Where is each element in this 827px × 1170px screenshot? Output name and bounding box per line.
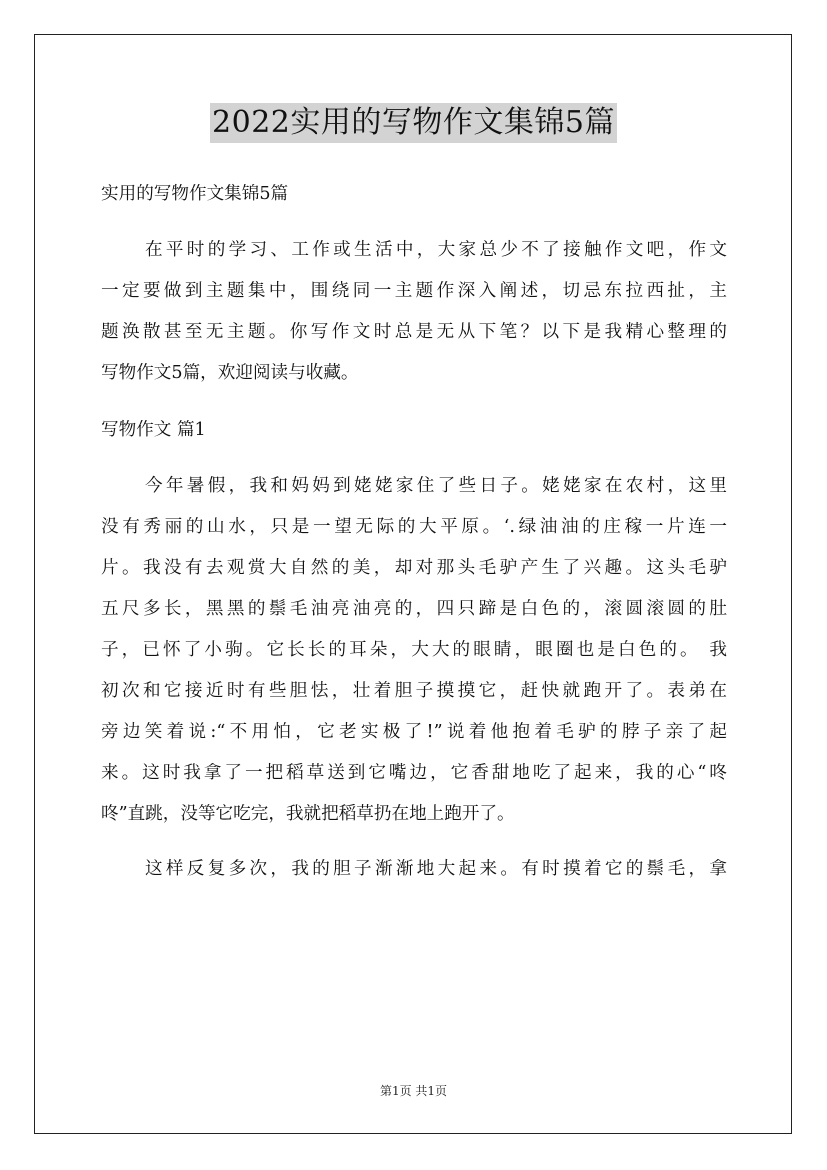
spacer — [101, 452, 727, 466]
paragraph-line: 这样反复多次，我的胆子渐渐地大起来。有时摸着它的鬃毛，拿 — [145, 859, 727, 879]
document-subtitle: 实用的写物作文集锦5篇 — [101, 184, 289, 204]
paragraph-line: 旁边笑着说:“不用怕，它老实极了!”说着他抱着毛驴的脖子亲了起 — [101, 722, 727, 742]
document-body — [101, 172, 727, 890]
paragraph-line: 没有秀丽的山水，只是一望无际的大平原。‘.绿油油的庄稼一片连一 — [101, 517, 727, 537]
essay-paragraph-1 — [101, 466, 727, 835]
page-footer: 第1页 共1页 — [379, 1084, 448, 1098]
spacer — [101, 216, 727, 230]
intro-paragraph — [101, 230, 727, 394]
section-heading: 写物作文 篇1 — [101, 420, 206, 440]
paragraph-line: 写物作文5篇，欢迎阅读与收藏。 — [101, 363, 359, 383]
essay-paragraph-2 — [101, 849, 727, 890]
paragraph-line: 来。这时我拿了一把稻草送到它嘴边，它香甜地吃了起来，我的心“咚 — [101, 763, 727, 783]
paragraph-line: 五尺多长，黑黑的鬃毛油亮油亮的，四只蹄是白色的，滚圆滚圆的肚 — [101, 599, 727, 619]
document-title: 2022实用的写物作文集锦5篇 — [210, 103, 617, 143]
paragraph-line: 初次和它接近时有些胆怯，壮着胆子摸摸它，赶快就跑开了。表弟在 — [101, 681, 727, 701]
paragraph-line: 咚”直跳，没等它吃完，我就把稻草扔在地上跑开了。 — [101, 804, 515, 824]
paragraph-line: 片。我没有去观赏大自然的美，却对那头毛驴产生了兴趣。这头毛驴 — [101, 558, 727, 578]
paragraph-line: 题涣散甚至无主题。你写作文时总是无从下笔？以下是我精心整理的 — [101, 322, 727, 342]
spacer — [101, 835, 727, 849]
title-container — [0, 103, 827, 143]
paragraph-line: 一定要做到主题集中，围绕同一主题作深入阐述，切忌东拉西扯，主 — [101, 281, 727, 301]
paragraph-line: 子，已怀了小驹。它长长的耳朵，大大的眼睛，眼圈也是白色的。 我 — [101, 640, 727, 660]
paragraph-line: 在平时的学习、工作或生活中，大家总少不了接触作文吧，作文 — [145, 240, 727, 260]
spacer — [101, 394, 727, 408]
paragraph-line: 今年暑假，我和妈妈到姥姥家住了些日子。姥姥家在农村，这里 — [145, 476, 727, 496]
